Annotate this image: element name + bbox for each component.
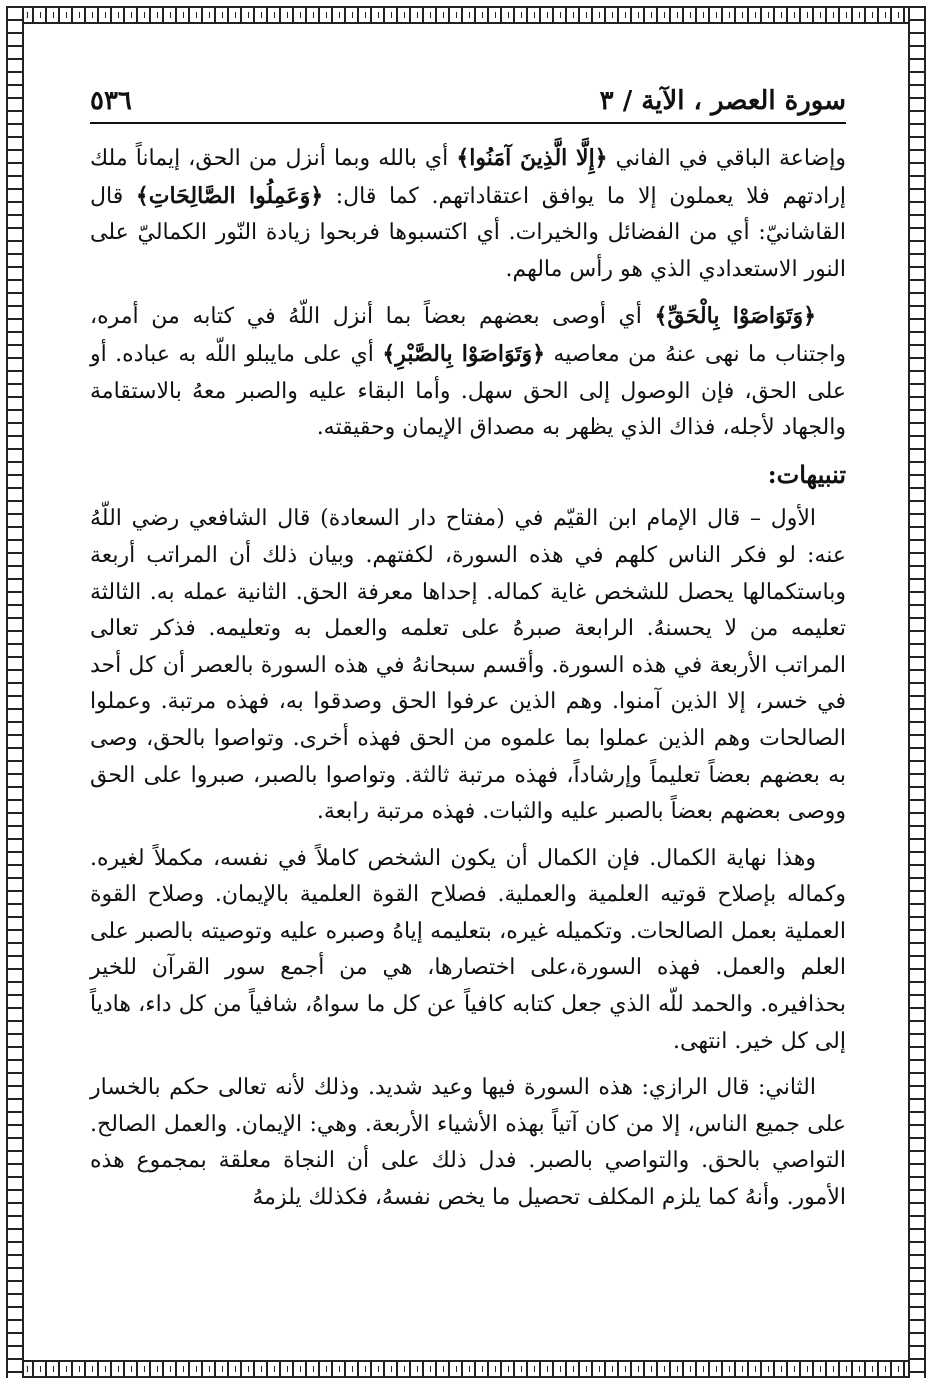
decorative-border-left (6, 6, 24, 1378)
section-heading: تنبيهات: (767, 459, 846, 489)
paragraph-2 (90, 298, 846, 446)
decorative-border-right (908, 6, 926, 1378)
page-number: ٥٣٦ (90, 86, 132, 116)
note-first: الأول – قال الإمام ابن القيّم في (مفتاح دار السعادة) قال الشافعي رضي اللّهُ عنه: لو فكر الناس كلهم في هذه السورة، لكفتهم. وبيان ذلك أن المراتب أربعة وباستكمالها يحصل للشخص غاية كماله. إحداها معرفة الحق. الثانية عمله به. الثالثة تعليمه من لا يحسنهُ. الرابعة صبرهُ على تعلمه والعمل به وتعليمه. فذكر تعالى المراتب الأربعة في هذه السورة. وأقسم سبحانهُ في هذه السورة بالعصر أن كل أحد في خسر، إلا الذين آمنوا. وهم الذين عرفوا الحق وصدقوا به، فهذه مرتبة. وعملوا الصالحات وهم الذين عملوا بما علموه من الحق فهذه أخرى. وتواصوا بالحق، وصى به بعضهم بعضاً تعليماً وإرشاداً، فهذه مرتبة ثالثة. وتواصوا بالصبر، صبروا على الحق ووصى بعضهم بعضاً بالصبر عليه والثبات. فهذه مرتبة رابعة. (90, 506, 846, 825)
decorative-border-top (6, 6, 926, 24)
page-header (90, 72, 846, 124)
quran-quote: ﴿إِلَّا الَّذِينَ آمَنُوا﴾ (456, 145, 608, 171)
note-continuation: وهذا نهاية الكمال. فإن الكمال أن يكون الشخص كاملاً في نفسه، مكملاً لغيره. وكماله بإصلاح قوتيه العلمية والعملية. فصلاح القوة العلمية بالإيمان. وصلاح القوة العملية بعمل الصالحات. وتكميله غيره، بتعليمه إياهُ وصبره عليه وتوصيته بالصبر على العلم والعمل. فهذه السورة،على اختصارها، هي من أجمع سور القرآن للخير بحذافيره. والحمد للّه الذي جعل كتابه كافياً عن كل ما سواهُ، شافياً من كل داء، هادياً إلى كل خير. انتهى. (90, 845, 846, 1054)
paragraph-text: أي أوصى بعضهم بعضاً بما أنزل اللّهُ في كتابه من أمره، واجتناب ما نهى عنهُ من معاصيه (90, 304, 846, 367)
note-second: الثاني: قال الرازي: هذه السورة فيها وعيد شديد. وذلك لأنه تعالى حكم بالخسار على جميع الناس، إلا من كان آتياً بهذه الأشياء الأربعة. وهي: الإيمان. والعمل الصالح. التواصي بالحق. والتواصي بالصبر. فدل ذلك على أن النجاة معلقة بمجموع هذه الأمور. وأنهُ كما يلزم المكلف تحصيل ما يخص نفسهُ، فكذلك يلزمهُ (90, 1075, 846, 1211)
page-body (90, 140, 846, 1317)
quran-quote: ﴿وَتَوَاصَوْا بِالصَّبْرِ﴾ (382, 340, 545, 367)
paragraph-1 (90, 140, 846, 288)
quran-quote: ﴿وَعَمِلُوا الصَّالِحَاتِ﴾ (135, 182, 324, 209)
paragraph-text: أي على مايبلو اللّه به عباده. أو على الحق، فإن الوصول إلى الحق سهل. وأما البقاء عليه والصبر معهُ بالاستقامة والجهاد لأجله، فذاك الذي يظهر به مصداق الإيمان وحقيقته. (90, 341, 846, 441)
running-title: سورة العصر ، الآية / ٣ (599, 86, 846, 116)
quran-quote: ﴿وَتَوَاصَوْا بِالْحَقِّ﴾ (654, 303, 817, 330)
paragraph-text: قال القاشانيّ: أي من الفضائل والخيرات. أي اكتسبوها فربحوا زيادة النّور الكماليّ على النور الاستعدادي الذي هو رأس مالهم. (90, 183, 846, 282)
paragraph-text: أي بالله وبما أنزل من الحق، إيماناً ملك إرادتهم فلا يعملون إلا ما يوافق اعتقاداتهم. كما قال: (90, 146, 846, 209)
decorative-border-bottom (6, 1360, 926, 1378)
paragraph-text: وإضاعة الباقي في الفاني (607, 146, 846, 171)
